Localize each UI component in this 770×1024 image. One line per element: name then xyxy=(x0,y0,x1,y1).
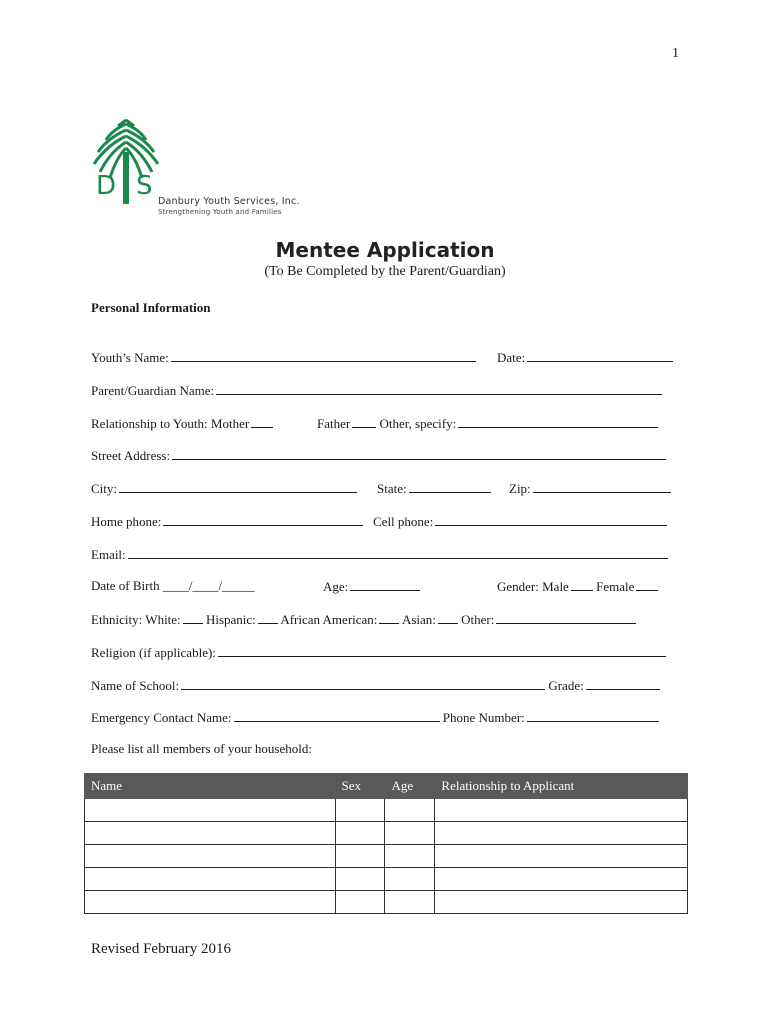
grade-label: Grade: xyxy=(548,678,584,693)
state-field[interactable] xyxy=(409,480,491,493)
table-row xyxy=(85,845,688,868)
section-heading: Personal Information xyxy=(91,300,211,315)
header-sex: Sex xyxy=(335,774,385,799)
other-specify-field[interactable] xyxy=(458,415,658,428)
table-row xyxy=(85,891,688,914)
gender-label: Gender: Male xyxy=(497,579,569,594)
phone-row xyxy=(91,513,681,531)
city-field[interactable] xyxy=(119,480,357,493)
household-table xyxy=(84,773,688,914)
age-cell[interactable] xyxy=(385,822,435,845)
date-label: Date: xyxy=(497,350,526,365)
city-label: City: xyxy=(91,481,118,496)
dob-field[interactable]: Date of Birth ____/____/_____ xyxy=(91,578,255,593)
household-label: Please list all members of your household: xyxy=(91,741,312,756)
emergency-label: Emergency Contact Name: xyxy=(91,710,232,725)
school-row xyxy=(91,677,681,695)
emergency-row xyxy=(91,709,681,727)
youth-name-field[interactable] xyxy=(171,349,476,362)
female-label: Female xyxy=(596,579,635,594)
home-phone-label: Home phone: xyxy=(91,514,162,529)
table-row xyxy=(85,799,688,822)
form-subtitle: (To Be Completed by the Parent/Guardian) xyxy=(264,264,506,279)
email-row xyxy=(91,546,681,564)
revision-footer: Revised February 2016 xyxy=(91,941,231,957)
date-field[interactable] xyxy=(527,349,673,362)
name-cell[interactable] xyxy=(85,799,336,822)
street-label: Street Address: xyxy=(91,448,171,463)
hispanic-field[interactable] xyxy=(258,611,278,624)
parent-name-label: Parent/Guardian Name: xyxy=(91,383,215,398)
emergency-field[interactable] xyxy=(234,709,440,722)
sex-cell[interactable] xyxy=(335,799,385,822)
relationship-cell[interactable] xyxy=(435,799,688,822)
parent-name-field[interactable] xyxy=(216,382,662,395)
header-age: Age xyxy=(385,774,435,799)
age-cell[interactable] xyxy=(385,799,435,822)
other-field[interactable] xyxy=(496,611,636,624)
zip-field[interactable] xyxy=(533,480,671,493)
father-field[interactable] xyxy=(352,415,376,428)
logo-letter-d: D xyxy=(96,171,117,201)
sex-cell[interactable] xyxy=(335,868,385,891)
african-american-field[interactable] xyxy=(379,611,399,624)
dob-row xyxy=(91,578,681,596)
table-row xyxy=(85,822,688,845)
age-cell[interactable] xyxy=(385,868,435,891)
mother-field[interactable] xyxy=(251,415,273,428)
cell-phone-label: Cell phone: xyxy=(373,514,434,529)
city-row xyxy=(91,480,681,498)
age-label: Age: xyxy=(323,579,349,594)
religion-field[interactable] xyxy=(218,644,666,657)
street-field[interactable] xyxy=(172,447,666,460)
logo-letter-s: S xyxy=(136,171,153,201)
religion-row xyxy=(91,644,681,662)
table-row xyxy=(85,868,688,891)
org-tagline: Strengthening Youth and Families xyxy=(158,208,282,216)
parent-name-row xyxy=(91,382,681,400)
cell-phone-field[interactable] xyxy=(435,513,667,526)
email-label: Email: xyxy=(91,547,126,562)
other-label: Other: xyxy=(461,612,495,627)
relationship-cell[interactable] xyxy=(435,868,688,891)
school-field[interactable] xyxy=(181,677,545,690)
relationship-cell[interactable] xyxy=(435,845,688,868)
sex-cell[interactable] xyxy=(335,845,385,868)
religion-label: Religion (if applicable): xyxy=(91,645,216,660)
father-label: Father xyxy=(317,416,351,431)
relationship-row xyxy=(91,415,681,433)
age-cell[interactable] xyxy=(385,845,435,868)
white-field[interactable] xyxy=(183,611,203,624)
home-phone-field[interactable] xyxy=(163,513,363,526)
phone-number-field[interactable] xyxy=(527,709,659,722)
other-specify-label: Other, specify: xyxy=(379,416,457,431)
relationship-label: Relationship to Youth: Mother xyxy=(91,416,250,431)
name-cell[interactable] xyxy=(85,822,336,845)
name-cell[interactable] xyxy=(85,868,336,891)
street-row xyxy=(91,447,681,465)
name-cell[interactable] xyxy=(85,891,336,914)
grade-field[interactable] xyxy=(586,677,660,690)
school-label: Name of School: xyxy=(91,678,180,693)
female-field[interactable] xyxy=(636,578,658,591)
state-label: State: xyxy=(377,481,407,496)
page-number: 1 xyxy=(672,46,679,61)
header-relationship: Relationship to Applicant xyxy=(435,774,688,799)
zip-label: Zip: xyxy=(509,481,531,496)
youth-name-label: Youth’s Name: xyxy=(91,350,169,365)
name-cell[interactable] xyxy=(85,845,336,868)
relationship-cell[interactable] xyxy=(435,891,688,914)
email-field[interactable] xyxy=(128,546,668,559)
org-name: Danbury Youth Services, Inc. xyxy=(158,196,300,207)
male-field[interactable] xyxy=(571,578,593,591)
ethnicity-row xyxy=(91,611,681,629)
sex-cell[interactable] xyxy=(335,891,385,914)
age-cell[interactable] xyxy=(385,891,435,914)
asian-field[interactable] xyxy=(438,611,458,624)
white-label: White: xyxy=(145,612,181,627)
sex-cell[interactable] xyxy=(335,822,385,845)
african-american-label: African American: xyxy=(280,612,378,627)
relationship-cell[interactable] xyxy=(435,822,688,845)
ethnicity-label: Ethnicity: xyxy=(91,612,143,627)
youth-name-row xyxy=(91,349,681,367)
phone-number-label: Phone Number: xyxy=(442,710,525,725)
asian-label: Asian: xyxy=(401,612,436,627)
header-name: Name xyxy=(85,774,336,799)
hispanic-label: Hispanic: xyxy=(205,612,256,627)
table-header-row xyxy=(85,774,688,799)
age-field[interactable] xyxy=(350,578,420,591)
form-title: Mentee Application xyxy=(275,238,495,262)
